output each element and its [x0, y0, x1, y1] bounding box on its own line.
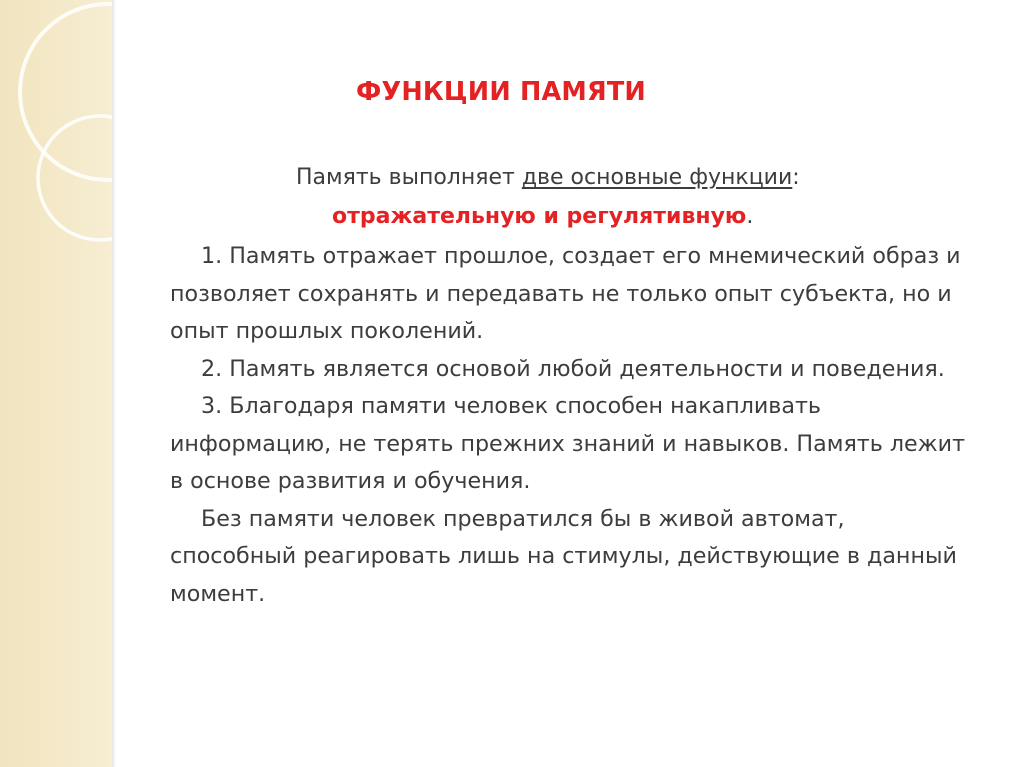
sidebar-shadow [112, 0, 116, 767]
paragraph-2: 2. Память является основой любой деятельности и поведения. [201, 355, 945, 382]
paragraph-1: 1. Память отражает прошлое, создает его мнемический образ и позволяет сохранять и передавать не только опыт субъекта, но и опыт прошлых поколений. [170, 243, 961, 344]
body-text [170, 238, 970, 613]
intro-line [0, 165, 1024, 190]
decorative-sidebar [0, 0, 112, 767]
intro-underlined: две основные функции [521, 165, 793, 190]
paragraph-4: Без памяти человек превратился бы в живой автомат, способный реагировать лишь на стимулы, действующие в данный момент. [170, 505, 957, 607]
decorative-ring-large [20, 4, 112, 180]
decorative-rings [0, 0, 112, 767]
intro-end: . [746, 204, 754, 229]
slide-title: ФУНКЦИИ ПАМЯТИ [356, 77, 646, 107]
intro-highlight-line [0, 204, 1024, 229]
intro-suffix: : [792, 165, 800, 190]
intro-highlight: отражательную и регулятивную [332, 204, 747, 229]
paragraph-3: 3. Благодаря памяти человек способен накапливать информацию, не терять прежних знаний и навыков. Память лежит в основе развития и обучения. [170, 393, 966, 494]
intro-prefix: Память выполняет [296, 165, 522, 190]
